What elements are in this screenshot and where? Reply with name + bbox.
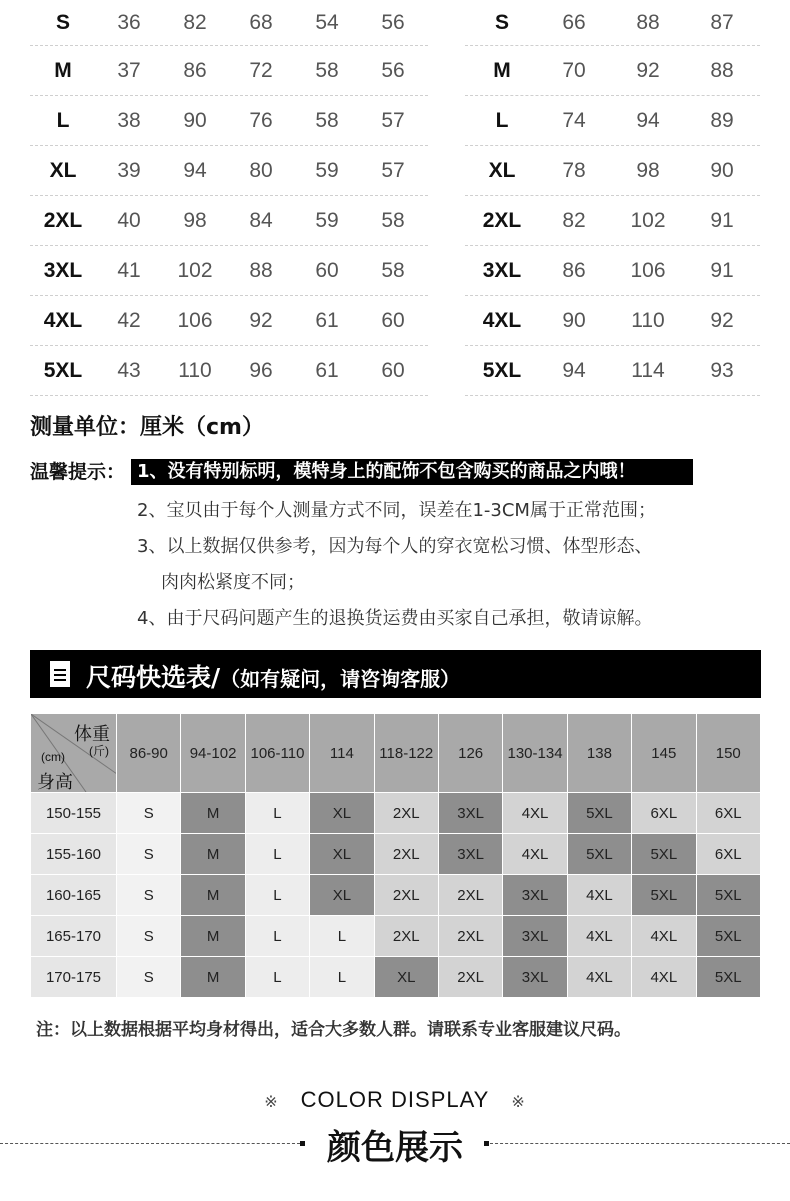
size-value: 91 (710, 208, 734, 232)
size-value: 96 (249, 358, 273, 382)
size-label: S (55, 10, 70, 34)
size-value: 58 (315, 108, 339, 132)
size-value: 94 (636, 108, 660, 132)
height-range: 150-155 (31, 793, 117, 834)
size-value: 90 (183, 108, 207, 132)
size-value: 102 (630, 208, 666, 232)
size-value: 78 (562, 158, 586, 182)
size-cell: M (181, 834, 245, 875)
size-cell: 2XL (374, 916, 438, 957)
quick-select-banner (30, 650, 761, 698)
size-value: 56 (381, 58, 405, 82)
size-cell: XL (310, 875, 374, 916)
size-row (30, 46, 428, 96)
size-cell: XL (374, 957, 438, 998)
quick-select-subtitle: （如有疑问，请咨询客服） (220, 667, 461, 691)
size-value: 114 (631, 358, 665, 382)
table-row (31, 875, 761, 916)
tip-item: 4、由于尺码问题产生的退换货运费由买家自己承担，敬请谅解。 (137, 608, 653, 629)
table-row (31, 834, 761, 875)
size-cell: M (181, 916, 245, 957)
size-cell: 5XL (696, 916, 760, 957)
height-range: 170-175 (31, 957, 117, 998)
corner-weight-label: 体重 (74, 724, 110, 744)
size-cell: 2XL (374, 834, 438, 875)
weight-header: 138 (567, 714, 631, 793)
size-value: 88 (636, 10, 660, 34)
size-value: 40 (117, 208, 141, 232)
size-row (465, 96, 760, 146)
size-row (30, 146, 428, 196)
size-cell: 4XL (632, 916, 696, 957)
size-cell: 2XL (438, 916, 502, 957)
weight-header: 145 (632, 714, 696, 793)
size-value: 58 (381, 258, 405, 282)
tips-label: 温馨提示： (30, 461, 126, 483)
size-cell: 4XL (567, 875, 631, 916)
size-value: 87 (710, 10, 734, 34)
size-row (30, 196, 428, 246)
size-value: 94 (562, 358, 586, 382)
size-value: 98 (183, 208, 207, 232)
size-value: 92 (710, 308, 734, 332)
size-value: 54 (315, 10, 339, 34)
size-row (30, 246, 428, 296)
color-display-title: 颜色展示 (327, 1128, 463, 1168)
table-row (31, 793, 761, 834)
size-row (465, 146, 760, 196)
size-label: 5XL (43, 358, 83, 382)
size-label: 5XL (482, 358, 522, 382)
size-value: 92 (636, 58, 660, 82)
quick-select-title-text: 尺码快选表/ (86, 663, 221, 692)
size-value: 90 (562, 308, 586, 332)
size-value: 84 (249, 208, 273, 232)
size-label: 2XL (43, 208, 83, 232)
size-value: 37 (117, 58, 141, 82)
divider-right (490, 1143, 790, 1144)
size-cell: M (181, 957, 245, 998)
size-cell: 6XL (696, 834, 760, 875)
size-value: 66 (562, 10, 586, 34)
size-value: 110 (178, 358, 212, 382)
size-cell: S (117, 957, 181, 998)
size-cell: L (310, 957, 374, 998)
size-value: 106 (177, 308, 213, 332)
size-row (465, 196, 760, 246)
size-value: 106 (630, 258, 666, 282)
size-label: XL (49, 158, 77, 182)
size-value: 74 (562, 108, 586, 132)
size-cell: 5XL (696, 957, 760, 998)
size-value: 93 (710, 358, 734, 382)
size-cell: 2XL (438, 875, 502, 916)
size-cell: 3XL (438, 834, 502, 875)
size-label: 4XL (43, 308, 83, 332)
weight-header: 114 (310, 714, 374, 793)
tip-highlight: 1、没有特别标明，模特身上的配饰不包含购买的商品之内哦！ (131, 459, 693, 485)
size-cell: XL (310, 793, 374, 834)
size-value: 70 (562, 58, 586, 82)
size-value: 102 (177, 258, 213, 282)
size-value: 88 (710, 58, 734, 82)
size-value: 61 (315, 358, 339, 382)
size-cell: 4XL (567, 916, 631, 957)
quick-size-table (30, 713, 761, 998)
height-range: 160-165 (31, 875, 117, 916)
size-cell: S (117, 793, 181, 834)
size-value: 72 (249, 58, 273, 82)
size-cell: 4XL (503, 793, 567, 834)
footnote: 注：以上数据根据平均身材得出，适合大多数人群。请联系专业客服建议尺码。 (36, 1020, 631, 1040)
size-cell: M (181, 793, 245, 834)
size-value: 60 (315, 258, 339, 282)
weight-header: 86-90 (117, 714, 181, 793)
tip-item: 3、以上数据仅供参考，因为每个人的穿衣宽松习惯、体型形态、 (137, 536, 653, 557)
size-cell: 4XL (632, 957, 696, 998)
divider-dot (484, 1141, 489, 1146)
size-value: 61 (315, 308, 339, 332)
size-value: 60 (381, 358, 405, 382)
height-range: 155-160 (31, 834, 117, 875)
size-value: 88 (249, 258, 273, 282)
size-cell: 5XL (632, 875, 696, 916)
table-row (31, 916, 761, 957)
size-value: 86 (183, 58, 207, 82)
size-value: 58 (381, 208, 405, 232)
size-value: 90 (710, 158, 734, 182)
size-value: 86 (562, 258, 586, 282)
size-value: 57 (381, 158, 405, 182)
decor-mark: ※ (511, 1094, 526, 1111)
size-cell: 3XL (438, 793, 502, 834)
size-label: 4XL (482, 308, 522, 332)
weight-header: 150 (696, 714, 760, 793)
size-row (465, 346, 760, 396)
size-value: 60 (381, 308, 405, 332)
size-value: 39 (117, 158, 141, 182)
size-cell: S (117, 875, 181, 916)
weight-header: 130-134 (503, 714, 567, 793)
size-row (465, 296, 760, 346)
size-cell: 3XL (503, 875, 567, 916)
size-cell: 2XL (374, 875, 438, 916)
size-cell: S (117, 916, 181, 957)
size-value: 110 (631, 308, 665, 332)
size-cell: L (245, 793, 309, 834)
size-value: 38 (117, 108, 141, 132)
size-value: 56 (381, 10, 405, 34)
size-cell: 5XL (567, 793, 631, 834)
size-label: M (493, 58, 511, 82)
corner-jin-label: (斤) (89, 744, 109, 758)
size-row (30, 346, 428, 396)
table-corner-header (31, 714, 117, 793)
size-cell: 5XL (632, 834, 696, 875)
size-label: 3XL (482, 258, 522, 282)
size-value: 41 (117, 258, 141, 282)
size-value: 68 (249, 10, 273, 34)
quick-select-title (86, 658, 460, 694)
size-value: 98 (636, 158, 660, 182)
size-cell: L (310, 916, 374, 957)
size-table-right (465, 0, 760, 396)
weight-header: 106-110 (245, 714, 309, 793)
tip-item: 2、宝贝由于每个人测量方式不同，误差在1-3CM属于正常范围； (137, 500, 656, 521)
weight-header: 126 (438, 714, 502, 793)
size-value: 43 (117, 358, 141, 382)
measurement-unit: 测量单位：厘米（cm） (30, 415, 264, 440)
size-row (465, 46, 760, 96)
weight-header: 94-102 (181, 714, 245, 793)
size-row (30, 296, 428, 346)
corner-cm-label: (cm) (41, 750, 65, 764)
size-table-left (30, 0, 428, 396)
size-cell: 4XL (567, 957, 631, 998)
size-cell: 3XL (503, 916, 567, 957)
size-label: L (56, 108, 70, 132)
size-cell: 5XL (567, 834, 631, 875)
size-cell: 3XL (503, 957, 567, 998)
size-label: L (495, 108, 509, 132)
size-value: 58 (315, 58, 339, 82)
size-value: 91 (710, 258, 734, 282)
size-value: 82 (183, 10, 207, 34)
size-cell: L (245, 875, 309, 916)
size-cell: 2XL (438, 957, 502, 998)
size-label: 2XL (482, 208, 522, 232)
size-label: M (54, 58, 72, 82)
size-cell: L (245, 916, 309, 957)
size-row (30, 96, 428, 146)
tip-item: 肉肉松紧度不同； (161, 572, 305, 593)
size-value: 89 (710, 108, 734, 132)
size-cell: 4XL (503, 834, 567, 875)
weight-header: 118-122 (374, 714, 438, 793)
size-cell: 5XL (696, 875, 760, 916)
size-cell: 2XL (374, 793, 438, 834)
size-cell: M (181, 875, 245, 916)
size-value: 59 (315, 158, 339, 182)
size-cell: 6XL (632, 793, 696, 834)
size-cell: L (245, 957, 309, 998)
size-cell: 6XL (696, 793, 760, 834)
size-value: 76 (249, 108, 273, 132)
size-label: S (494, 10, 509, 34)
size-row (465, 0, 760, 46)
document-icon (50, 661, 70, 687)
size-cell: S (117, 834, 181, 875)
size-value: 36 (117, 10, 141, 34)
size-label: XL (488, 158, 516, 182)
size-cell: L (245, 834, 309, 875)
size-row (30, 0, 428, 46)
color-display-heading (0, 1087, 790, 1113)
size-value: 94 (183, 158, 207, 182)
size-value: 80 (249, 158, 273, 182)
size-value: 57 (381, 108, 405, 132)
table-row (31, 957, 761, 998)
size-value: 92 (249, 308, 273, 332)
color-display-en: COLOR DISPLAY (300, 1087, 490, 1112)
size-label: 3XL (43, 258, 83, 282)
size-value: 42 (117, 308, 141, 332)
size-value: 82 (562, 208, 586, 232)
corner-height-label: 身高 (37, 772, 73, 792)
height-range: 165-170 (31, 916, 117, 957)
size-row (465, 246, 760, 296)
size-cell: XL (310, 834, 374, 875)
size-value: 59 (315, 208, 339, 232)
decor-mark: ※ (264, 1094, 279, 1111)
